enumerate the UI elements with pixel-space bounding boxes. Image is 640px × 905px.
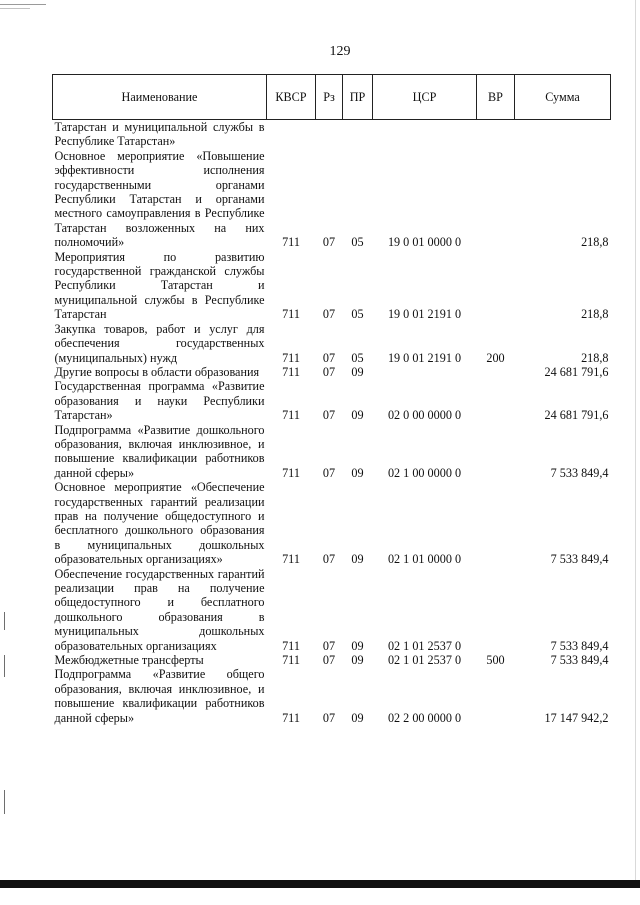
row-sum: 7 533 849,4	[550, 465, 609, 480]
row-vr	[477, 379, 515, 422]
row-vr	[477, 250, 515, 322]
row-name: Государственная программа «Развитие образования и науки Республики Татарстан»	[54, 379, 265, 423]
row-csr: 19 0 01 0000 0	[387, 235, 462, 250]
row-vr	[477, 120, 515, 149]
page-number: 129	[329, 44, 351, 59]
row-sum: 7 533 849,4	[550, 653, 609, 668]
row-sum: 218,8	[581, 307, 609, 322]
column-header-name: Наименование	[53, 75, 267, 120]
row-sum: 218,8	[581, 235, 609, 250]
row-csr: 02 1 01 0000 0	[387, 552, 462, 567]
scan-bottom-edge	[0, 880, 640, 888]
row-csr: 02 1 01 2537 0	[387, 638, 462, 653]
row-name: Закупка товаров, работ и услуг для обеспечения государственных (муниципальных) нужд	[54, 321, 265, 365]
row-kvsr: 711	[282, 638, 300, 653]
column-header-kvsr: КВСР	[267, 75, 316, 120]
row-pr: 09	[351, 710, 364, 725]
row-rz	[316, 120, 343, 149]
row-csr: 19 0 01 2191 0	[387, 307, 462, 322]
row-pr: 05	[351, 350, 364, 365]
table-row	[53, 250, 611, 322]
row-kvsr: 711	[282, 710, 300, 725]
scan-artifact	[0, 4, 46, 5]
row-kvsr	[267, 120, 316, 149]
row-kvsr: 711	[282, 350, 300, 365]
table-row	[53, 653, 611, 667]
row-kvsr: 711	[282, 235, 300, 250]
column-header-vr: ВР	[477, 75, 515, 120]
row-name: Другие вопросы в области образования	[54, 364, 260, 379]
column-header-csr: ЦСР	[373, 75, 477, 120]
table-row	[53, 120, 611, 149]
table-row	[53, 567, 611, 653]
row-vr	[477, 567, 515, 653]
row-kvsr: 711	[282, 653, 300, 668]
row-csr: 02 2 00 0000 0	[387, 710, 462, 725]
scan-edge	[4, 790, 5, 814]
row-sum: 24 681 791,6	[544, 408, 609, 423]
row-sum: 7 533 849,4	[550, 638, 609, 653]
scan-edge	[635, 0, 636, 880]
row-rz: 07	[322, 552, 336, 567]
column-header-pr: ПР	[343, 75, 373, 120]
row-name: Обеспечение государственных гарантий реализации прав на получение общедоступного и бесплатного дошкольного образования в муниципальных дошкольных образовательных организациях	[54, 566, 265, 653]
table-row	[53, 667, 611, 725]
row-kvsr: 711	[282, 307, 300, 322]
scan-edge	[4, 655, 5, 677]
row-name: Межбюджетные трансферты	[54, 653, 204, 668]
row-kvsr: 711	[282, 552, 300, 567]
row-rz: 07	[322, 235, 336, 250]
scan-artifact	[0, 8, 30, 9]
row-name: Подпрограмма «Развитие дошкольного образования, включая инклюзивное, и повышение квалификации работников данной сферы»	[54, 422, 265, 480]
row-rz: 07	[322, 638, 336, 653]
row-rz: 07	[322, 653, 336, 668]
row-sum: 7 533 849,4	[550, 552, 609, 567]
row-name: Татарстан и муниципальной службы в Республике Татарстан»	[54, 120, 265, 149]
table-header	[53, 75, 611, 120]
row-vr	[477, 365, 515, 379]
row-pr: 09	[351, 653, 364, 668]
row-name: Основное мероприятие «Повышение эффективности исполнения государственными органами Республики Татарстан и органами местного самоуправления в Республике Татарстан возложенных на них полномочий»	[54, 148, 265, 250]
row-rz: 07	[322, 408, 336, 423]
column-header-rz: Рз	[316, 75, 343, 120]
table-row	[53, 423, 611, 481]
row-pr	[343, 120, 373, 149]
row-csr	[373, 120, 477, 149]
row-rz: 07	[322, 350, 336, 365]
row-kvsr: 711	[282, 408, 300, 423]
table-row	[53, 149, 611, 250]
row-rz: 07	[322, 710, 336, 725]
row-name: Основное мероприятие «Обеспечение государственных гарантий реализации прав на получение общедоступного и бесплатного дошкольного образования в муниципальных дошкольных образовательных организациях»	[54, 480, 265, 567]
row-vr	[477, 149, 515, 250]
row-vr	[477, 480, 515, 566]
table-row	[53, 379, 611, 422]
row-sum: 17 147 942,2	[544, 710, 609, 725]
row-csr	[373, 365, 477, 379]
row-pr: 09	[351, 552, 364, 567]
table-body	[53, 120, 611, 726]
row-pr: 05	[351, 307, 364, 322]
row-pr: 09	[351, 465, 364, 480]
row-name: Мероприятия по развитию государственной гражданской службы Республики Татарстан и муниципальной службы в Республике Татарстан	[54, 249, 265, 322]
row-sum: 24 681 791,6	[544, 364, 609, 379]
row-csr: 02 1 00 0000 0	[387, 465, 462, 480]
row-pr: 09	[351, 638, 364, 653]
row-vr	[477, 667, 515, 725]
budget-table	[52, 74, 611, 725]
row-rz: 07	[322, 307, 336, 322]
row-vr: 200	[486, 350, 505, 365]
table-row	[53, 322, 611, 365]
row-sum	[515, 120, 611, 149]
row-name: Подпрограмма «Развитие общего образования, включая инклюзивное, и повышение квалификации работников данной сферы»	[54, 667, 265, 725]
row-kvsr: 711	[282, 364, 300, 379]
scan-edge	[4, 612, 5, 630]
row-pr: 09	[351, 364, 364, 379]
row-csr: 02 0 00 0000 0	[387, 408, 462, 423]
row-vr: 500	[486, 653, 505, 668]
row-sum: 218,8	[581, 350, 609, 365]
row-csr: 02 1 01 2537 0	[387, 653, 462, 668]
row-vr	[477, 423, 515, 481]
row-pr: 05	[351, 235, 364, 250]
row-csr: 19 0 01 2191 0	[387, 350, 462, 365]
row-kvsr: 711	[282, 465, 300, 480]
row-pr: 09	[351, 408, 364, 423]
row-rz: 07	[322, 465, 336, 480]
column-header-sum: Сумма	[515, 75, 611, 120]
row-rz: 07	[322, 364, 336, 379]
table-row	[53, 480, 611, 566]
table-row	[53, 365, 611, 379]
